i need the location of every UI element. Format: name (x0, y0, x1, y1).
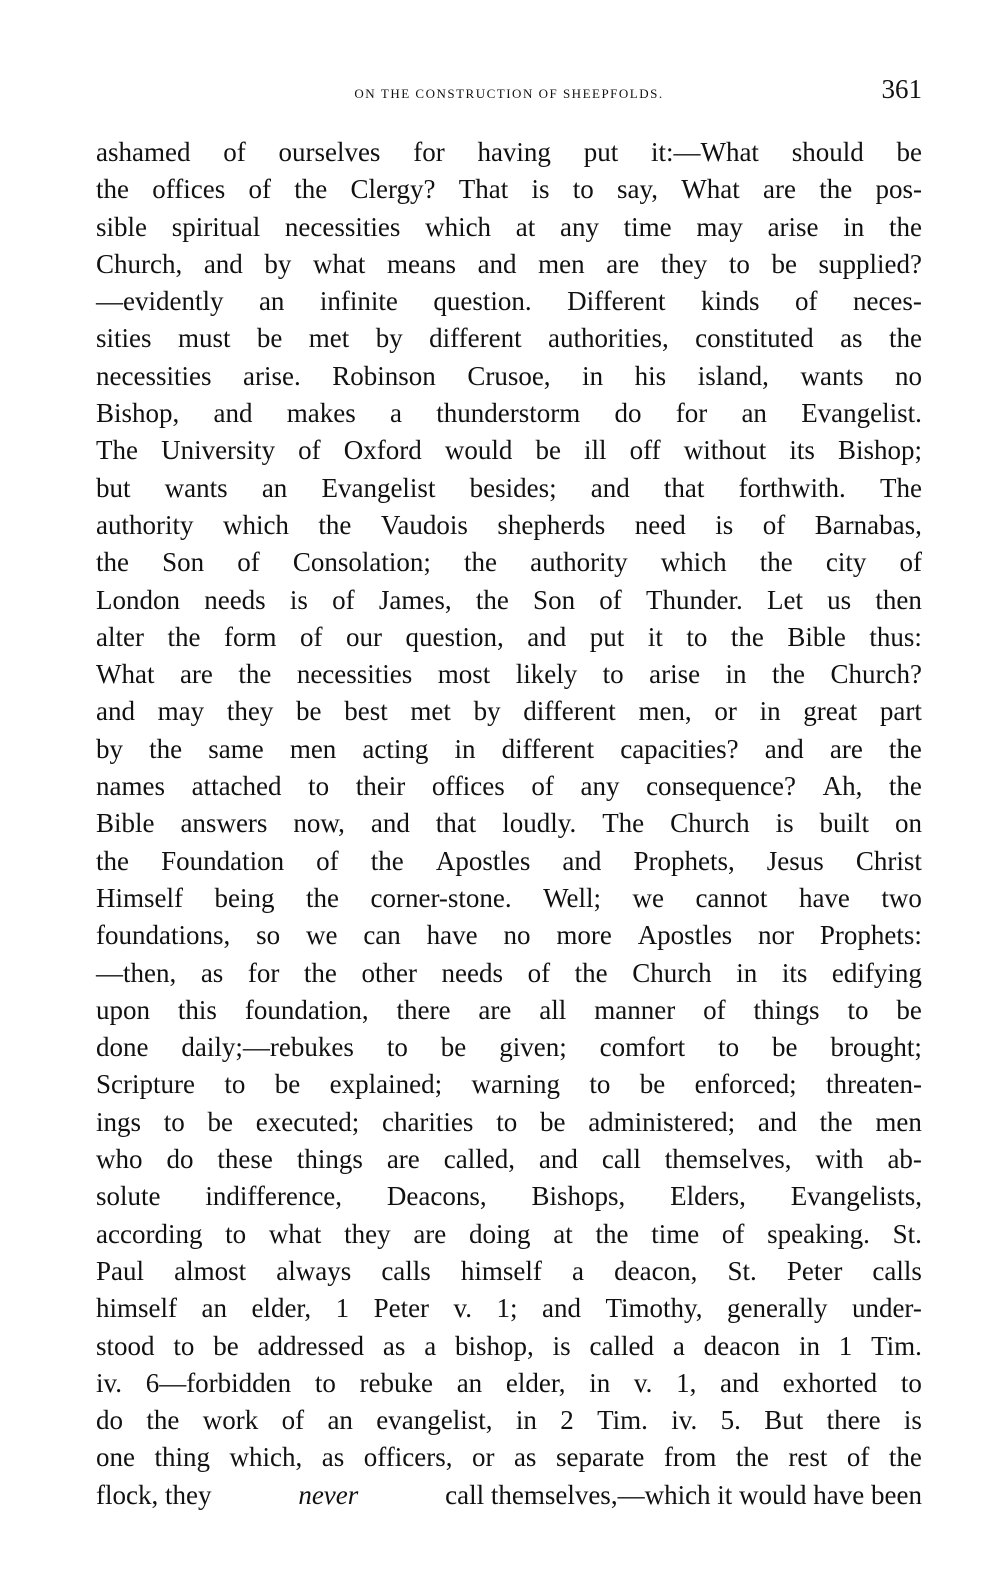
text-line: Scripture to be explained; warning to be enforced; threaten- (96, 1069, 922, 1100)
text-line-last (96, 1477, 922, 1514)
text-line: who do these things are called, and call themselves, with ab- (96, 1144, 922, 1175)
text-line: the Foundation of the Apostles and Prophets, Jesus Christ (96, 845, 922, 876)
last-line-end: call themselves,—which it would have been (445, 1479, 922, 1510)
text-line: alter the form of our question, and put it to the Bible thus: (96, 621, 922, 652)
text-line: and may they be best met by different men, or in great part (96, 696, 922, 727)
text-line: iv. 6—forbidden to rebuke an elder, in v. 1, and exhorted to (96, 1367, 922, 1398)
text-line: Bible answers now, and that loudly. The Church is built on (96, 808, 922, 839)
text-line: authority which the Vaudois shepherds need is of Barnabas, (96, 509, 922, 540)
text-line: upon this foundation, there are all manner of things to be (96, 994, 922, 1025)
text-line: foundations, so we can have no more Apostles nor Prophets: (96, 920, 922, 951)
emphasis-never: never (298, 1479, 359, 1510)
text-line: Church, and by what means and men are they to be supplied? (96, 248, 922, 279)
text-line: but wants an Evangelist besides; and that forthwith. The (96, 472, 922, 503)
text-line: The University of Oxford would be ill off without its Bishop; (96, 435, 922, 466)
text-line: Himself being the corner-stone. Well; we cannot have two (96, 882, 922, 913)
text-line: Paul almost always calls himself a deacon, St. Peter calls (96, 1255, 922, 1286)
text-line: solute indifference, Deacons, Bishops, Elders, Evangelists, (96, 1181, 922, 1212)
text-line: the Son of Consolation; the authority which the city of (96, 547, 922, 578)
body-text (96, 134, 922, 1514)
text-line: —then, as for the other needs of the Church in its edifying (96, 957, 922, 988)
text-line: one thing which, as officers, or as separate from the rest of the (96, 1442, 922, 1473)
text-line: What are the necessities most likely to arise in the Church? (96, 659, 922, 690)
text-line: London needs is of James, the Son of Thunder. Let us then (96, 584, 922, 615)
text-line: himself an elder, 1 Peter v. 1; and Timothy, generally under- (96, 1293, 922, 1324)
text-line: Bishop, and makes a thunderstorm do for an Evangelist. (96, 398, 922, 429)
text-line: sities must be met by different authorities, constituted as the (96, 323, 922, 354)
running-title: on the construction of sheepfolds. (354, 82, 664, 103)
text-line: ings to be executed; charities to be administered; and the men (96, 1106, 922, 1137)
text-line: sible spiritual necessities which at any time may arise in the (96, 211, 922, 242)
text-line: stood to be addressed as a bishop, is called a deacon in 1 Tim. (96, 1330, 922, 1361)
text-line: names attached to their offices of any consequence? Ah, the (96, 771, 922, 802)
text-line: do the work of an evangelist, in 2 Tim. iv. 5. But there is (96, 1405, 922, 1436)
text-line: —evidently an infinite question. Different kinds of neces- (96, 286, 922, 317)
last-line-start: flock, they (96, 1479, 212, 1510)
text-line: necessities arise. Robinson Crusoe, in his island, wants no (96, 360, 922, 391)
text-line: by the same men acting in different capacities? and are the (96, 733, 922, 764)
text-line: the offices of the Clergy? That is to say, What are the pos- (96, 174, 922, 205)
text-line: ashamed of ourselves for having put it:—What should be (96, 137, 922, 167)
text-line: according to what they are doing at the time of speaking. St. (96, 1218, 922, 1249)
page-number: 361 (881, 74, 922, 104)
text-line: done daily;—rebukes to be given; comfort to be brought; (96, 1032, 922, 1063)
running-head (96, 72, 922, 112)
